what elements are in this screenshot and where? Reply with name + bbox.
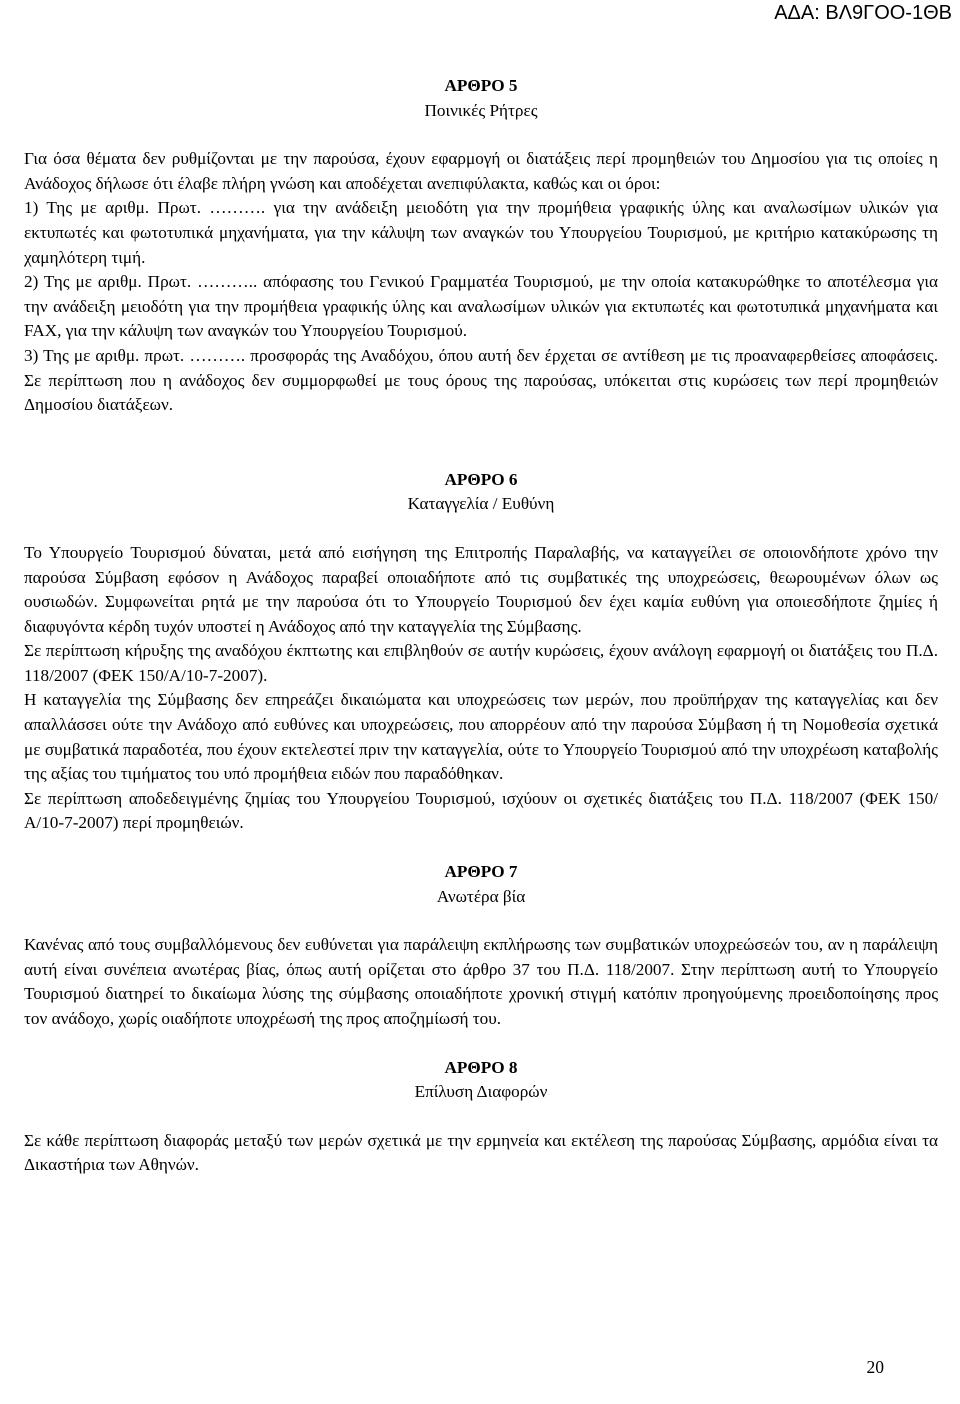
document-body	[24, 74, 938, 1178]
article-6-heading	[24, 468, 938, 517]
article-7-heading	[24, 860, 938, 909]
article-number: ΑΡΘΡΟ 7	[444, 862, 518, 882]
page-number: 20	[866, 1357, 884, 1377]
paragraph: 2) Της με αριθμ. Πρωτ. ……….. απόφασης του Γενικού Γραμματέα Τουρισμού, με την οποία κατακυρώθηκε το αποτέλεσμα για την ανάδειξη μειοδότη για την προμήθεια γραφικής ύλης και αναλωσίμων υλικών για εκτυπωτές και φωτοτυπικά μηχανήματα και FAX, για την κάλυψη των αναγκών του Υπουργείου Τουρισμού.	[24, 272, 938, 341]
article-number: ΑΡΘΡΟ 8	[444, 1057, 518, 1077]
paragraph: Η καταγγελία της Σύμβασης δεν επηρεάζει δικαιώματα και υποχρεώσεις των μερών, που προϋπήρχαν της καταγγελίας και δεν απαλλάσσει ούτε την Ανάδοχο από ευθύνες και υποχρεώσεις, που απορρέουν από την παρούσα Σύμβαση ή τη Νομοθεσία σχετικά με συμβατικά παραδοτέα, που έχουν εκτελεστεί πριν την καταγγελία, ούτε το Υπουργείο Τουρισμού από την υποχρέωση καταβολής της αξίας του τιμήματος του υπό προμήθεια ειδών που παραδόθηκαν.	[24, 690, 938, 784]
article-5-heading	[24, 74, 938, 123]
article-number: ΑΡΘΡΟ 6	[444, 469, 518, 489]
paragraph: Το Υπουργείο Τουρισμού δύναται, μετά από εισήγηση της Επιτροπής Παραλαβής, να καταγγείλει σε οποιονδήποτε χρόνο την παρούσα Σύμβαση εφόσον η Ανάδοχος παραβεί οποιαδήποτε από τις συμβατικές της υποχρεώσεις, θεωρουμένων όλων ως ουσιωδών. Συμφωνείται ρητά με την παρούσα ότι το Υπουργείο Τουρισμού δεν έχει καμία ευθύνη για οποιεσδήποτε ζημίες ή διαφυγόντα κέρδη τυχόν υποστεί η Ανάδοχος από την καταγγελία της Σύμβασης.	[24, 542, 938, 636]
paragraph: Σε περίπτωση κήρυξης της αναδόχου έκπτωτης και επιβληθούν σε αυτήν κυρώσεις, έχουν ανάλογη εφαρμογή οι διατάξεις του Π.Δ. 118/2007 (ΦΕΚ 150/Α/10-7-2007).	[24, 641, 938, 685]
paragraph: 3) Της με αριθμ. πρωτ. ………. προσφοράς της Αναδόχου, όπου αυτή δεν έρχεται σε αντίθεση με τις προαναφερθείσες αποφάσεις. Σε περίπτωση που η ανάδοχος δεν συμμορφωθεί με τους όρους της παρούσας, υπόκειται στις κυρώσεις των περί προμηθειών Δημοσίου διατάξεων.	[24, 345, 938, 415]
article-number: ΑΡΘΡΟ 5	[444, 76, 518, 95]
paragraph: Κανένας από τους συμβαλλόμενους δεν ευθύνεται για παράλειψη εκπλήρωσης των συμβατικών υποχρεώσεών του, αν η παράλειψη αυτή είναι συνέπεια ανωτέρας βίας, όπως αυτή ορίζεται στο άρθρο 37 του Π.Δ. 118/2007. Στην περίπτωση αυτή το Υπουργείο Τουρισμού διατηρεί το δικαίωμα λύσης της σύμβασης οποιαδήποτε χρονική στιγμή κατόπιν προηγούμενης προειδοποίησης προς τον ανάδοχο, χωρίς οιαδήποτε υποχρέωσή της προς αποζημίωσή του.	[24, 935, 938, 1028]
paragraph: Σε περίπτωση αποδεδειγμένης ζημίας του Υπουργείου Τουρισμού, ισχύουν οι σχετικές διατάξεις του Π.Δ. 118/2007 (ΦΕΚ 150/Α/10-7-2007) περί προμηθειών.	[24, 788, 938, 833]
article-title: Ανωτέρα βία	[436, 886, 526, 906]
ada-code-header: ΑΔΑ: ΒΛ9ΓΟΟ-1ΘΒ	[774, 2, 952, 24]
article-title: Επίλυση Διαφορών	[414, 1082, 548, 1102]
paragraph: Σε κάθε περίπτωση διαφοράς μεταξύ των μερών σχετικά με την ερμηνεία και εκτέλεση της παρούσας Σύμβασης, αρμόδια είναι τα Δικαστήρια των Αθηνών.	[24, 1130, 938, 1175]
article-title: Καταγγελία / Ευθύνη	[407, 494, 555, 514]
paragraph: Για όσα θέματα δεν ρυθμίζονται με την παρούσα, έχουν εφαρμογή οι διατάξεις περί προμηθειών του Δημοσίου για τις οποίες η Ανάδοχος δήλωσε ότι έλαβε πλήρη γνώση και αποδέχεται ανεπιφύλακτα, καθώς και οι όροι:	[24, 149, 938, 193]
article-title: Ποινικές Ρήτρες	[424, 100, 538, 120]
article-8-heading	[24, 1056, 938, 1105]
paragraph: 1) Της με αριθμ. Πρωτ. ………. για την ανάδειξη μειοδότη για την προμήθεια γραφικής ύλης και αναλωσίμων υλικών για εκτυπωτές και φωτοτυπικά μηχανήματα, για την κάλυψη των αναγκών του Υπουργείου Τουρισμού, με κριτήριο κατακύρωσης τη χαμηλότερη τιμή.	[24, 198, 938, 267]
